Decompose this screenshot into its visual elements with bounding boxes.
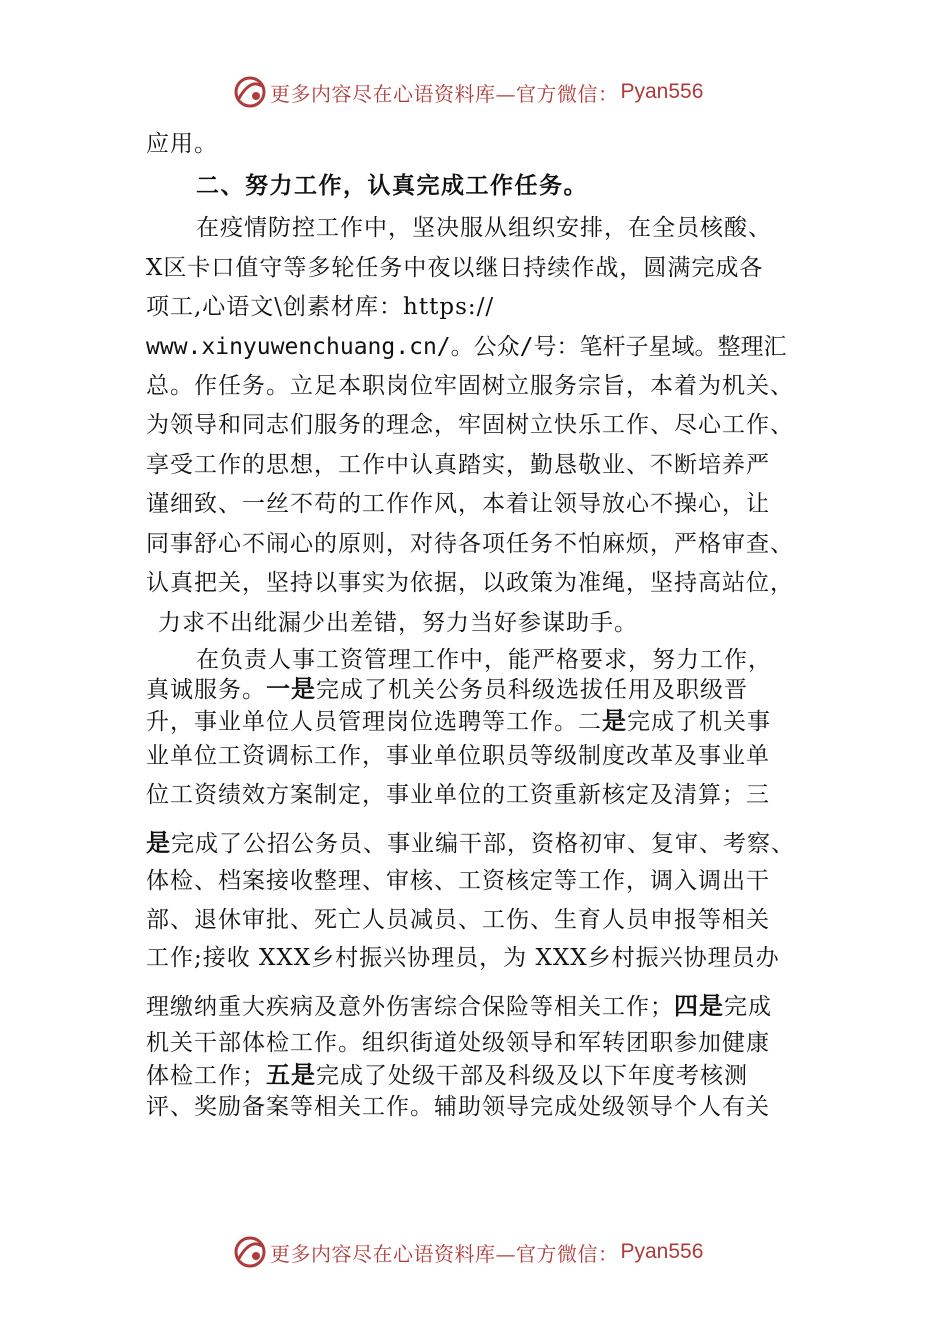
emphasis-text: 一是 (266, 675, 316, 703)
watermark-header (232, 72, 703, 112)
text-line: 理缴纳重大疾病及意外伤害综合保险等相关工作；四是完成 (146, 992, 772, 1020)
watermark-text: 更多内容尽在心语资料库—官方微信： (270, 1241, 619, 1266)
logo-icon (232, 1234, 268, 1270)
text-line: 力求不出纰漏少出差错，努力当好参谋助手。 (158, 610, 638, 636)
text-line: 工作;接收 XXX乡村振兴协理员，为 XXX乡村振兴协理员办 (146, 945, 780, 971)
text-line: 业单位工资调标工作，事业单位职员等级制度改革及事业单 (146, 743, 770, 769)
text-line: 是完成了公招公务员、事业编干部，资格初审、复审、考察、 (146, 829, 795, 857)
watermark-id: Pyan556 (620, 80, 704, 103)
section-heading: 二、努力工作，认真完成工作任务。 (196, 173, 588, 199)
text-line: 总。作任务。立足本职岗位牢固树立服务宗旨，本着为机关、 (146, 373, 794, 399)
text-line: 项工,心语文\创素材库：https:// (146, 294, 495, 320)
text-line: 真诚服务。一是完成了机关公务员科级选拔任用及职级晋 (146, 675, 748, 703)
text-line: 评、奖励备案等相关工作。辅助领导完成处级领导个人有关 (146, 1094, 770, 1120)
emphasis-text: 是 (602, 707, 627, 735)
watermark-text: 更多内容尽在心语资料库—官方微信： (270, 81, 619, 106)
text-line: 机关干部体检工作。组织街道处级领导和军转团职参加健康 (146, 1030, 770, 1056)
text-line: 体检工作；五是完成了处级干部及科级及以下年度考核测 (146, 1061, 748, 1089)
watermark-id: Pyan556 (620, 1240, 704, 1263)
text-line: 认真把关，坚持以事实为依据，以政策为准绳，坚持高站位， (146, 570, 794, 596)
text-line: X区卡口值守等多轮任务中夜以继日持续作战，圆满完成各 (146, 255, 764, 281)
text-line: www.xinyuwenchuang.cn/。公众/号：笔杆子星域。整理汇 (146, 334, 787, 360)
text-line: 应用。 (146, 131, 218, 157)
text-line: 为领导和同志们服务的理念，牢固树立快乐工作、尽心工作、 (146, 412, 794, 438)
text-line: 升，事业单位人员管理岗位选聘等工作。二是完成了机关事 (146, 707, 771, 735)
text-line: 享受工作的思想，工作中认真踏实，勤恳敬业、不断培养严 (146, 452, 770, 478)
logo-icon (232, 74, 268, 110)
text-line: 同事舒心不闹心的原则，对待各项任务不怕麻烦，严格审查、 (146, 531, 794, 557)
text-line: 在疫情防控工作中，坚决服从组织安排，在全员核酸、 (196, 215, 772, 241)
watermark-footer (232, 1232, 703, 1272)
text-line: 在负责人事工资管理工作中，能严格要求，努力工作， (196, 647, 772, 673)
text-line: 部、退休审批、死亡人员减员、工伤、生育人员申报等相关 (146, 907, 770, 933)
emphasis-text: 四是 (674, 992, 724, 1020)
emphasis-text: 五是 (266, 1061, 316, 1089)
emphasis-text: 是 (146, 829, 171, 857)
text-line: 谨细致、一丝不苟的工作作风，本着让领导放心不操心，让 (146, 491, 770, 517)
text-line: 体检、档案接收整理、审核、工资核定等工作，调入调出干 (146, 868, 770, 894)
text-line: 位工资绩效方案制定，事业单位的工资重新核定及清算；三 (146, 782, 770, 808)
